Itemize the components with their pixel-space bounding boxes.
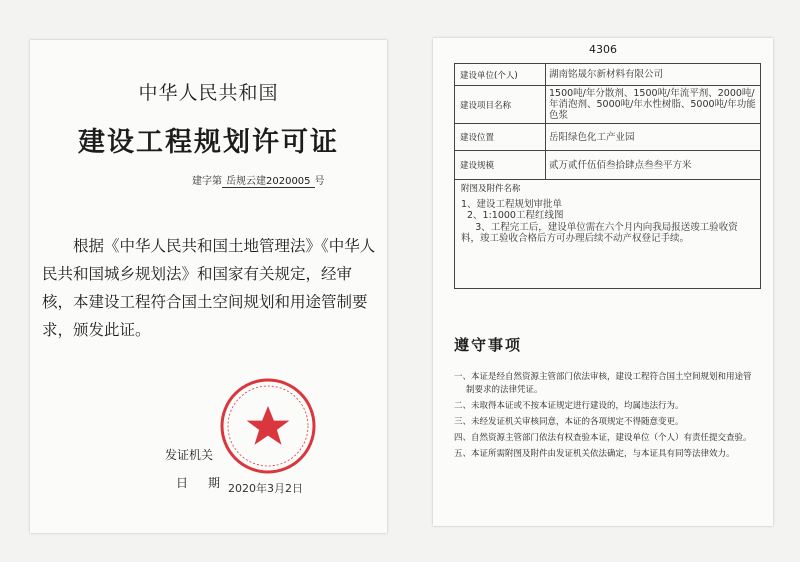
row-location bbox=[455, 124, 760, 151]
field-value: 岳阳绿色化工产业园 bbox=[549, 131, 635, 143]
field-value: 湖南铭晟尔新材料有限公司 bbox=[549, 69, 664, 80]
permit-back-page bbox=[433, 38, 773, 526]
attachment-item: 1、建设工程规划审批单 bbox=[461, 198, 563, 210]
notice-title: 遵守事项 bbox=[454, 336, 523, 354]
field-value: 1500吨/年分散剂、1500吨/年流平剂、2000吨/年消泡剂、5000吨/年水性树脂、5000吨/年功能色浆 bbox=[549, 88, 756, 121]
notice-item: 二、未取得本证或不按本证规定进行建设的，均属违法行为。 bbox=[454, 401, 684, 411]
project-info-table bbox=[454, 63, 761, 289]
document-number-suffix: 号 bbox=[314, 176, 325, 187]
row-applicant bbox=[455, 64, 760, 86]
date-label-char-1: 日 bbox=[176, 476, 189, 490]
issue-date: 2020年3月2日 bbox=[228, 482, 303, 495]
document-number-prefix: 建字第 bbox=[192, 176, 222, 187]
permit-front-page bbox=[30, 40, 387, 533]
attachments-title: 附图及附件名称 bbox=[461, 184, 521, 194]
region-code: 4306 bbox=[589, 43, 617, 56]
permit-statement: 根据《中华人民共和国土地管理法》《中华人民共和国城乡规划法》和国家有关规定，经审核，本建设工程符合国土空间规划和用途管制要求，颁发此证。 bbox=[42, 237, 376, 339]
official-seal-icon bbox=[218, 376, 318, 476]
country-name: 中华人民共和国 bbox=[138, 82, 279, 104]
document-number bbox=[192, 172, 325, 188]
attachments-section bbox=[455, 180, 760, 288]
field-label: 建设单位(个人) bbox=[455, 64, 546, 85]
notice-list bbox=[454, 371, 759, 464]
notice-item: 三、未经发证机关审核同意，本证的各项规定不得随意变更。 bbox=[454, 417, 684, 427]
field-label: 建设规模 bbox=[455, 151, 546, 179]
permit-title: 建设工程规划许可证 bbox=[78, 127, 339, 158]
attachment-item: 2、1:1000工程红线图 bbox=[467, 210, 564, 221]
field-label: 建设项目名称 bbox=[455, 86, 546, 123]
attachment-item: 3、工程完工后，建设单位需在六个月内向我局报送竣工验收资料，竣工验收合格后方可办理后续不动产权登记手续。 bbox=[461, 221, 738, 244]
notice-item: 四、自然资源主管部门依法有权查验本证，建设单位（个人）有责任提交查验。 bbox=[454, 433, 752, 443]
row-scale bbox=[455, 151, 760, 180]
row-project-name bbox=[455, 86, 760, 124]
notice-item: 一、本证是经自然资源主管部门依法审核，建设工程符合国土空间规划和用途管制要求的法律凭证。 bbox=[454, 372, 752, 395]
field-value: 贰万贰仟伍佰叁拾肆点叁叁平方米 bbox=[549, 159, 692, 171]
notice-item: 五、本证所需附图及附件由发证机关依法确定，与本证具有同等法律效力。 bbox=[454, 449, 735, 459]
issuing-authority-label: 发证机关 bbox=[165, 448, 214, 462]
date-label-char-2: 期 bbox=[208, 476, 221, 490]
document-number-value: 岳规云建2020005 bbox=[222, 172, 315, 188]
field-label: 建设位置 bbox=[455, 124, 546, 150]
date-label bbox=[176, 474, 220, 491]
